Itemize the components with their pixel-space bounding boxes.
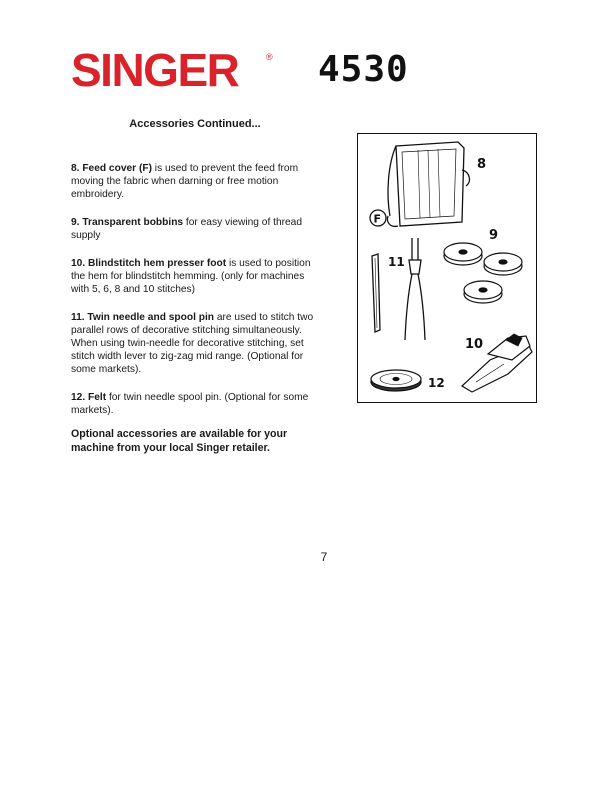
spool-pin-illustration <box>372 254 380 332</box>
item-title: 10. Blindstitch hem presser foot <box>71 258 227 269</box>
accessories-figure <box>357 133 537 403</box>
list-item <box>71 311 321 376</box>
item-text: are used to stitch two parallel rows of decorative stitching simultaneously. When using twin-needle for decorative stitching, set stitch width lever to zig-zag mid range. (Optional for some markets). <box>71 312 314 375</box>
label-10: 10 <box>465 337 484 352</box>
list-item <box>71 162 321 201</box>
item-text: for twin needle spool pin. (Optional for some markets). <box>71 392 309 416</box>
item-title: 11. Twin needle and spool pin <box>71 312 215 323</box>
feed-cover-illustration <box>387 142 469 226</box>
registered-mark: ® <box>266 52 273 62</box>
list-item <box>71 216 321 242</box>
item-title: 12. Felt <box>71 392 107 403</box>
twin-needle-illustration <box>405 238 425 340</box>
model-number: 4530 <box>318 49 409 90</box>
item-text: is used to prevent the feed from moving the fabric when darning or free motion embroidery. <box>71 163 299 200</box>
item-title: 9. Transparent bobbins <box>71 217 184 228</box>
felt-illustration <box>371 370 421 391</box>
page-number: 7 <box>320 550 328 564</box>
list-item <box>71 391 321 417</box>
item-text: is used to position the hem for blindstitch hemming. (only for machines with 5, 6, 8 and 10 stitches) <box>71 258 311 295</box>
list-item <box>71 257 321 296</box>
label-8: 8 <box>477 157 487 172</box>
label-12: 12 <box>428 376 445 390</box>
bobbins-illustration <box>444 243 522 303</box>
label-11: 11 <box>388 255 405 269</box>
label-f: F <box>373 212 382 226</box>
optional-accessories-note: Optional accessories are available for your machine from your local Singer retailer. <box>71 428 288 454</box>
page-subtitle: Accessories Continued... <box>129 118 261 130</box>
label-9: 9 <box>489 228 499 243</box>
item-title: 8. Feed cover (F) <box>71 163 152 174</box>
item-text: for easy viewing of thread supply <box>71 217 303 241</box>
accessory-list <box>71 162 321 432</box>
singer-logo: SINGER <box>71 44 239 96</box>
